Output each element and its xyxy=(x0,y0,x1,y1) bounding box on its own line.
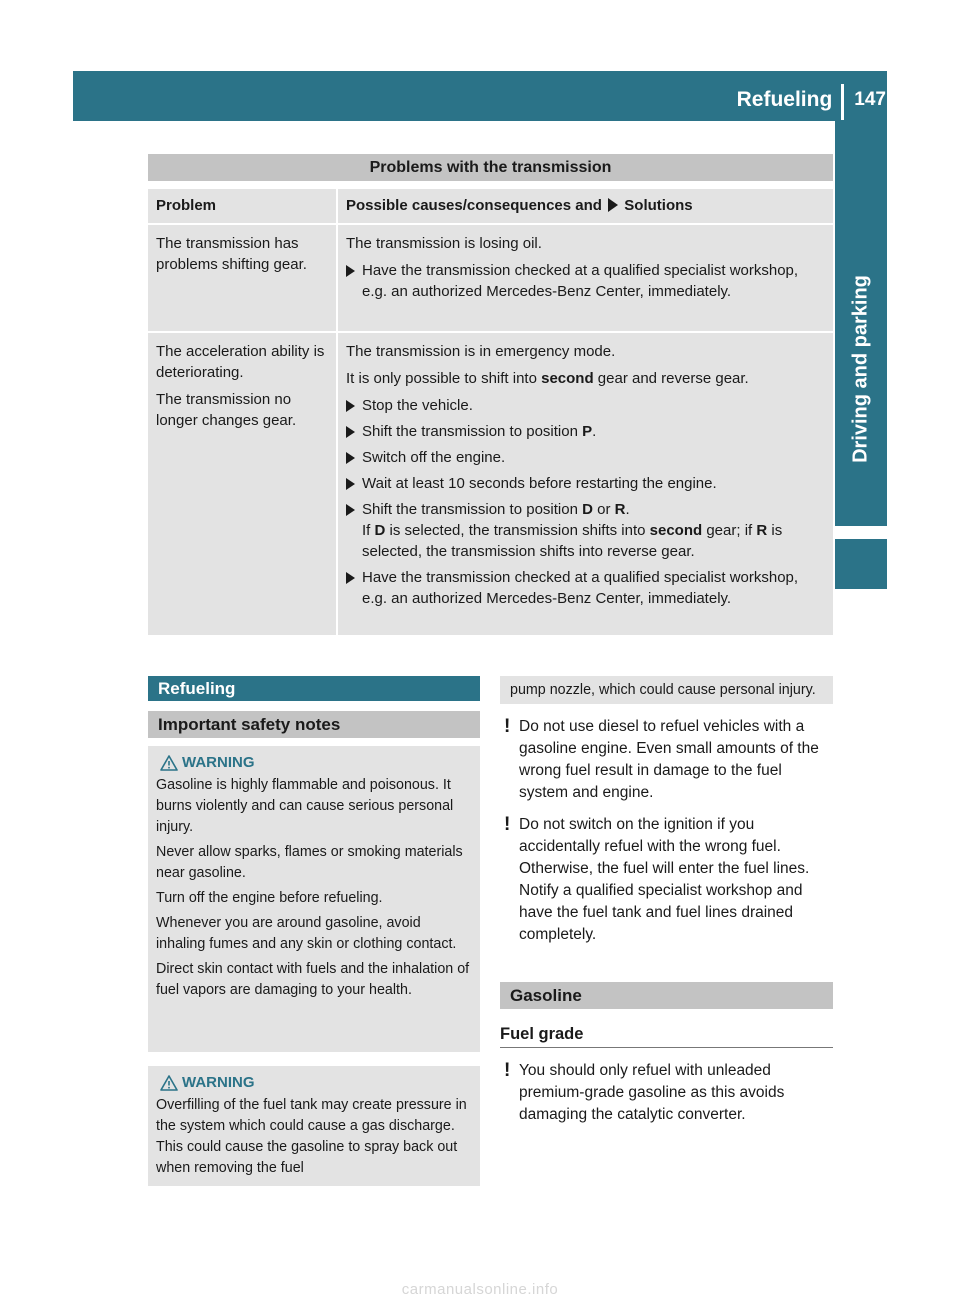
side-tab-label: Driving and parking xyxy=(849,275,872,463)
arrow-icon xyxy=(346,400,355,412)
table-title: Problems with the transmission xyxy=(148,154,833,181)
text-run: is selected, the transmission shifts into xyxy=(389,522,646,539)
list-item xyxy=(346,447,825,468)
step-text: Have the transmission checked at a qualified specialist workshop, e.g. an authorized Mercedes-Benz Center, immediately. xyxy=(362,569,799,607)
exclamation-icon: ! xyxy=(504,814,511,835)
arrow-icon xyxy=(346,452,355,464)
step-text: Switch off the engine. xyxy=(362,449,506,466)
text-run: or xyxy=(597,501,611,518)
note-item xyxy=(500,716,833,804)
table-row xyxy=(148,225,833,331)
warning-text: Direct skin contact with fuels and the inhalation of fuel vapors are damaging to your health. xyxy=(156,961,470,998)
list-item xyxy=(346,395,825,416)
arrow-icon xyxy=(346,478,355,490)
left-column xyxy=(148,676,480,1186)
text-run: gear; if xyxy=(706,522,753,539)
list-item xyxy=(346,473,825,494)
fuel-grade-heading: Fuel grade xyxy=(500,1023,833,1048)
arrow-icon xyxy=(346,426,355,438)
step-text: Wait at least 10 seconds before restarting the engine. xyxy=(362,475,717,492)
warning-triangle-icon xyxy=(160,1075,178,1091)
text-bold: D xyxy=(374,522,386,539)
table-row xyxy=(148,333,833,635)
note-item xyxy=(500,1060,833,1126)
problem-text: The transmission no longer changes gear. xyxy=(156,391,297,429)
warning-text: Gasoline is highly flammable and poisonous. It burns violently and can cause serious personal injury. xyxy=(156,777,454,835)
note-item xyxy=(500,814,833,946)
list-item xyxy=(346,260,825,302)
section-title: Refueling xyxy=(148,676,480,701)
page-header xyxy=(737,84,886,120)
warning-box xyxy=(148,1066,480,1186)
step-text: Shift the transmission to position xyxy=(362,423,578,440)
list-item xyxy=(346,421,825,442)
text-bold: R xyxy=(614,501,626,518)
text-bold: D xyxy=(582,501,593,518)
warning-box xyxy=(148,746,480,1052)
warning-continuation: pump nozzle, which could cause personal injury. xyxy=(500,676,833,704)
text-run: . xyxy=(592,423,597,440)
text-bold: second xyxy=(541,370,594,387)
text-run: . xyxy=(625,501,630,518)
warning-triangle-icon xyxy=(160,755,178,771)
side-tab-marker xyxy=(835,539,887,589)
text-run: gear and reverse gear. xyxy=(597,370,749,387)
text-run: If xyxy=(362,522,371,539)
note-text: Do not use diesel to refuel vehicles with a gasoline engine. Even small amounts of the wrong fuel result in damage to the fuel system and engine. xyxy=(519,718,819,801)
warning-heading xyxy=(156,1072,472,1093)
solution-cell xyxy=(338,225,833,331)
exclamation-icon: ! xyxy=(504,1060,511,1081)
warning-text: Overfilling of the fuel tank may create pressure in the system which could cause a gas discharge. This could cause the gasoline to spray back out when removing the fuel xyxy=(156,1097,467,1176)
arrow-icon xyxy=(346,504,355,516)
cause-text: The transmission is losing oil. xyxy=(346,235,542,252)
header-section-title: Refueling xyxy=(736,88,833,111)
arrow-icon xyxy=(346,572,355,584)
header-solutions xyxy=(338,189,833,223)
subsection-title: Gasoline xyxy=(500,982,833,1009)
table-header-row xyxy=(148,189,833,223)
header-solutions-post: Solutions xyxy=(624,197,693,214)
shift-text xyxy=(346,368,825,389)
arrow-icon xyxy=(346,265,355,277)
page-number: 147 xyxy=(854,89,886,110)
arrow-icon xyxy=(608,198,618,212)
problem-cell: The transmission has problems shifting gear. xyxy=(148,225,336,331)
right-column xyxy=(500,676,833,1136)
subsection-title: Important safety notes xyxy=(148,711,480,738)
step-text: Have the transmission checked at a qualified specialist workshop, e.g. an authorized Mercedes-Benz Center, immediately. xyxy=(362,262,799,300)
exclamation-icon: ! xyxy=(504,716,511,737)
text-bold: second xyxy=(649,522,703,539)
text-run: is selected, the transmission shifts into reverse gear. xyxy=(362,522,783,560)
step-text: Shift the transmission to position xyxy=(362,501,578,518)
problem-cell xyxy=(148,333,336,635)
warning-label: WARNING xyxy=(182,754,255,771)
note-text: Do not switch on the ignition if you accidentally refuel with the wrong fuel. Otherwise, the fuel will enter the fuel lines. Notify a qualified specialist workshop and have the fuel tank and fuel lines drained completely. xyxy=(519,816,810,943)
note-text: You should only refuel with unleaded premium-grade gasoline as this avoids damaging the catalytic converter. xyxy=(519,1062,785,1123)
warning-text: Whenever you are around gasoline, avoid inhaling fumes and any skin or clothing contact. xyxy=(156,915,457,952)
warning-heading xyxy=(156,752,472,773)
text-bold: P xyxy=(582,423,593,440)
footer-watermark: carmanualsonline.info xyxy=(401,1281,559,1298)
warning-text: Never allow sparks, flames or smoking materials near gasoline. xyxy=(156,844,463,881)
text-run: It is only possible to shift into xyxy=(346,370,537,387)
step-text: Stop the vehicle. xyxy=(362,397,473,414)
warning-label: WARNING xyxy=(182,1074,255,1091)
cause-text: The transmission is in emergency mode. xyxy=(346,343,616,360)
text-bold: R xyxy=(756,522,768,539)
warning-text: Turn off the engine before refueling. xyxy=(156,890,383,906)
transmission-table xyxy=(148,154,833,637)
list-item xyxy=(346,499,825,562)
list-item xyxy=(346,567,825,609)
header-problem: Problem xyxy=(148,189,336,223)
problem-text: The acceleration ability is deteriorating. xyxy=(156,343,325,381)
header-solutions-pre: Possible causes/consequences and xyxy=(346,197,602,214)
solution-cell xyxy=(338,333,833,635)
